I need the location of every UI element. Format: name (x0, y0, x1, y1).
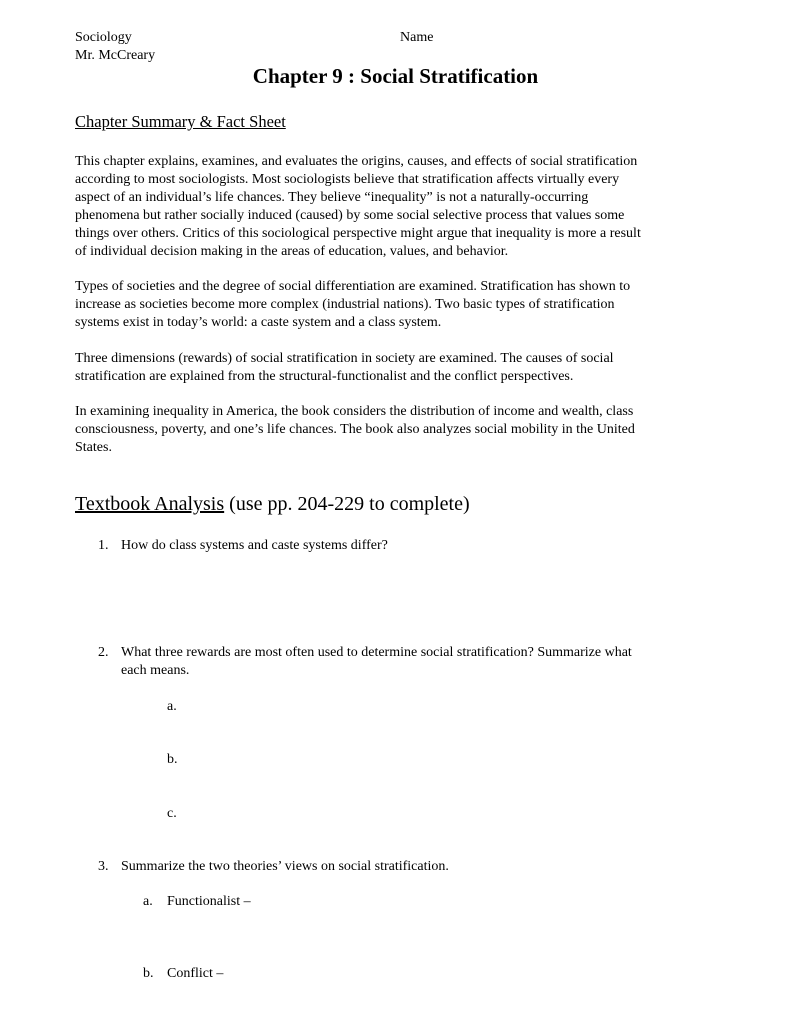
text-line: In examining inequality in America, the book considers the distribution of income and wealth, class (75, 404, 634, 419)
text-line: consciousness, poverty, and one’s life chances. The book also analyzes social mobility in the United (75, 422, 635, 437)
text-line: How do class systems and caste systems differ? (121, 538, 388, 553)
text-line: Types of societies and the degree of social differentiation are examined. Stratification has shown to (75, 279, 631, 294)
question-2-text (121, 644, 632, 680)
question-2-subitem-b: b. (167, 752, 178, 767)
text-line: States. (75, 440, 112, 455)
text-line: things over others. Critics of this sociological perspective might argue that inequality is more a result (75, 226, 641, 241)
question-3-subitem-a-label: a. (143, 894, 153, 909)
question-1-number: 1. (98, 538, 109, 553)
question-1-text (121, 537, 388, 555)
text-line: increase as societies become more complex (industrial nations). Two basic types of stratification (75, 297, 615, 312)
summary-paragraph-3 (75, 350, 715, 386)
text-line: aspect of an individual’s life chances. They believe “inequality” is not a naturally-occurring (75, 190, 589, 205)
text-line: Summarize the two theories’ views on social stratification. (121, 859, 449, 874)
summary-heading: Chapter Summary & Fact Sheet (75, 112, 286, 131)
text-line: stratification are explained from the structural-functionalist and the conflict perspectives. (75, 369, 574, 384)
text-line: What three rewards are most often used to determine social stratification? Summarize what (121, 645, 632, 660)
summary-paragraph-1 (75, 153, 715, 261)
question-3-subitem-b-label: b. (143, 966, 154, 981)
text-line: systems exist in today’s world: a caste system and a class system. (75, 315, 442, 330)
summary-paragraph-4 (75, 403, 715, 457)
question-2-subitem-c: c. (167, 806, 177, 821)
text-line: according to most sociologists. Most sociologists believe that stratification affects virtually every (75, 172, 620, 187)
question-2-subitem-a: a. (167, 699, 177, 714)
text-line: Three dimensions (rewards) of social stratification in society are examined. The causes of social (75, 351, 614, 366)
analysis-heading (75, 493, 470, 516)
name-label: Name (400, 30, 434, 45)
question-3-number: 3. (98, 859, 109, 874)
teacher-label: Mr. McCreary (75, 48, 156, 63)
question-2-number: 2. (98, 645, 109, 660)
page-title: Chapter 9 : Social Stratification (252, 64, 539, 88)
summary-paragraph-2 (75, 278, 715, 332)
question-3-text (121, 858, 449, 876)
text-line: phenomena but rather socially induced (caused) by some social selective process that values some (75, 208, 625, 223)
question-3-subitem-b-text: Conflict – (167, 966, 224, 981)
text-line: each means. (121, 663, 190, 678)
course-label: Sociology (75, 30, 132, 45)
analysis-heading-title: Textbook Analysis (75, 493, 225, 515)
text-line: of individual decision making in the areas of education, values, and behavior. (75, 244, 509, 259)
text-line: This chapter explains, examines, and evaluates the origins, causes, and effects of social stratification (75, 154, 638, 169)
question-3-subitem-a-text: Functionalist – (167, 894, 251, 909)
analysis-heading-note: (use pp. 204-229 to complete) (229, 493, 470, 515)
